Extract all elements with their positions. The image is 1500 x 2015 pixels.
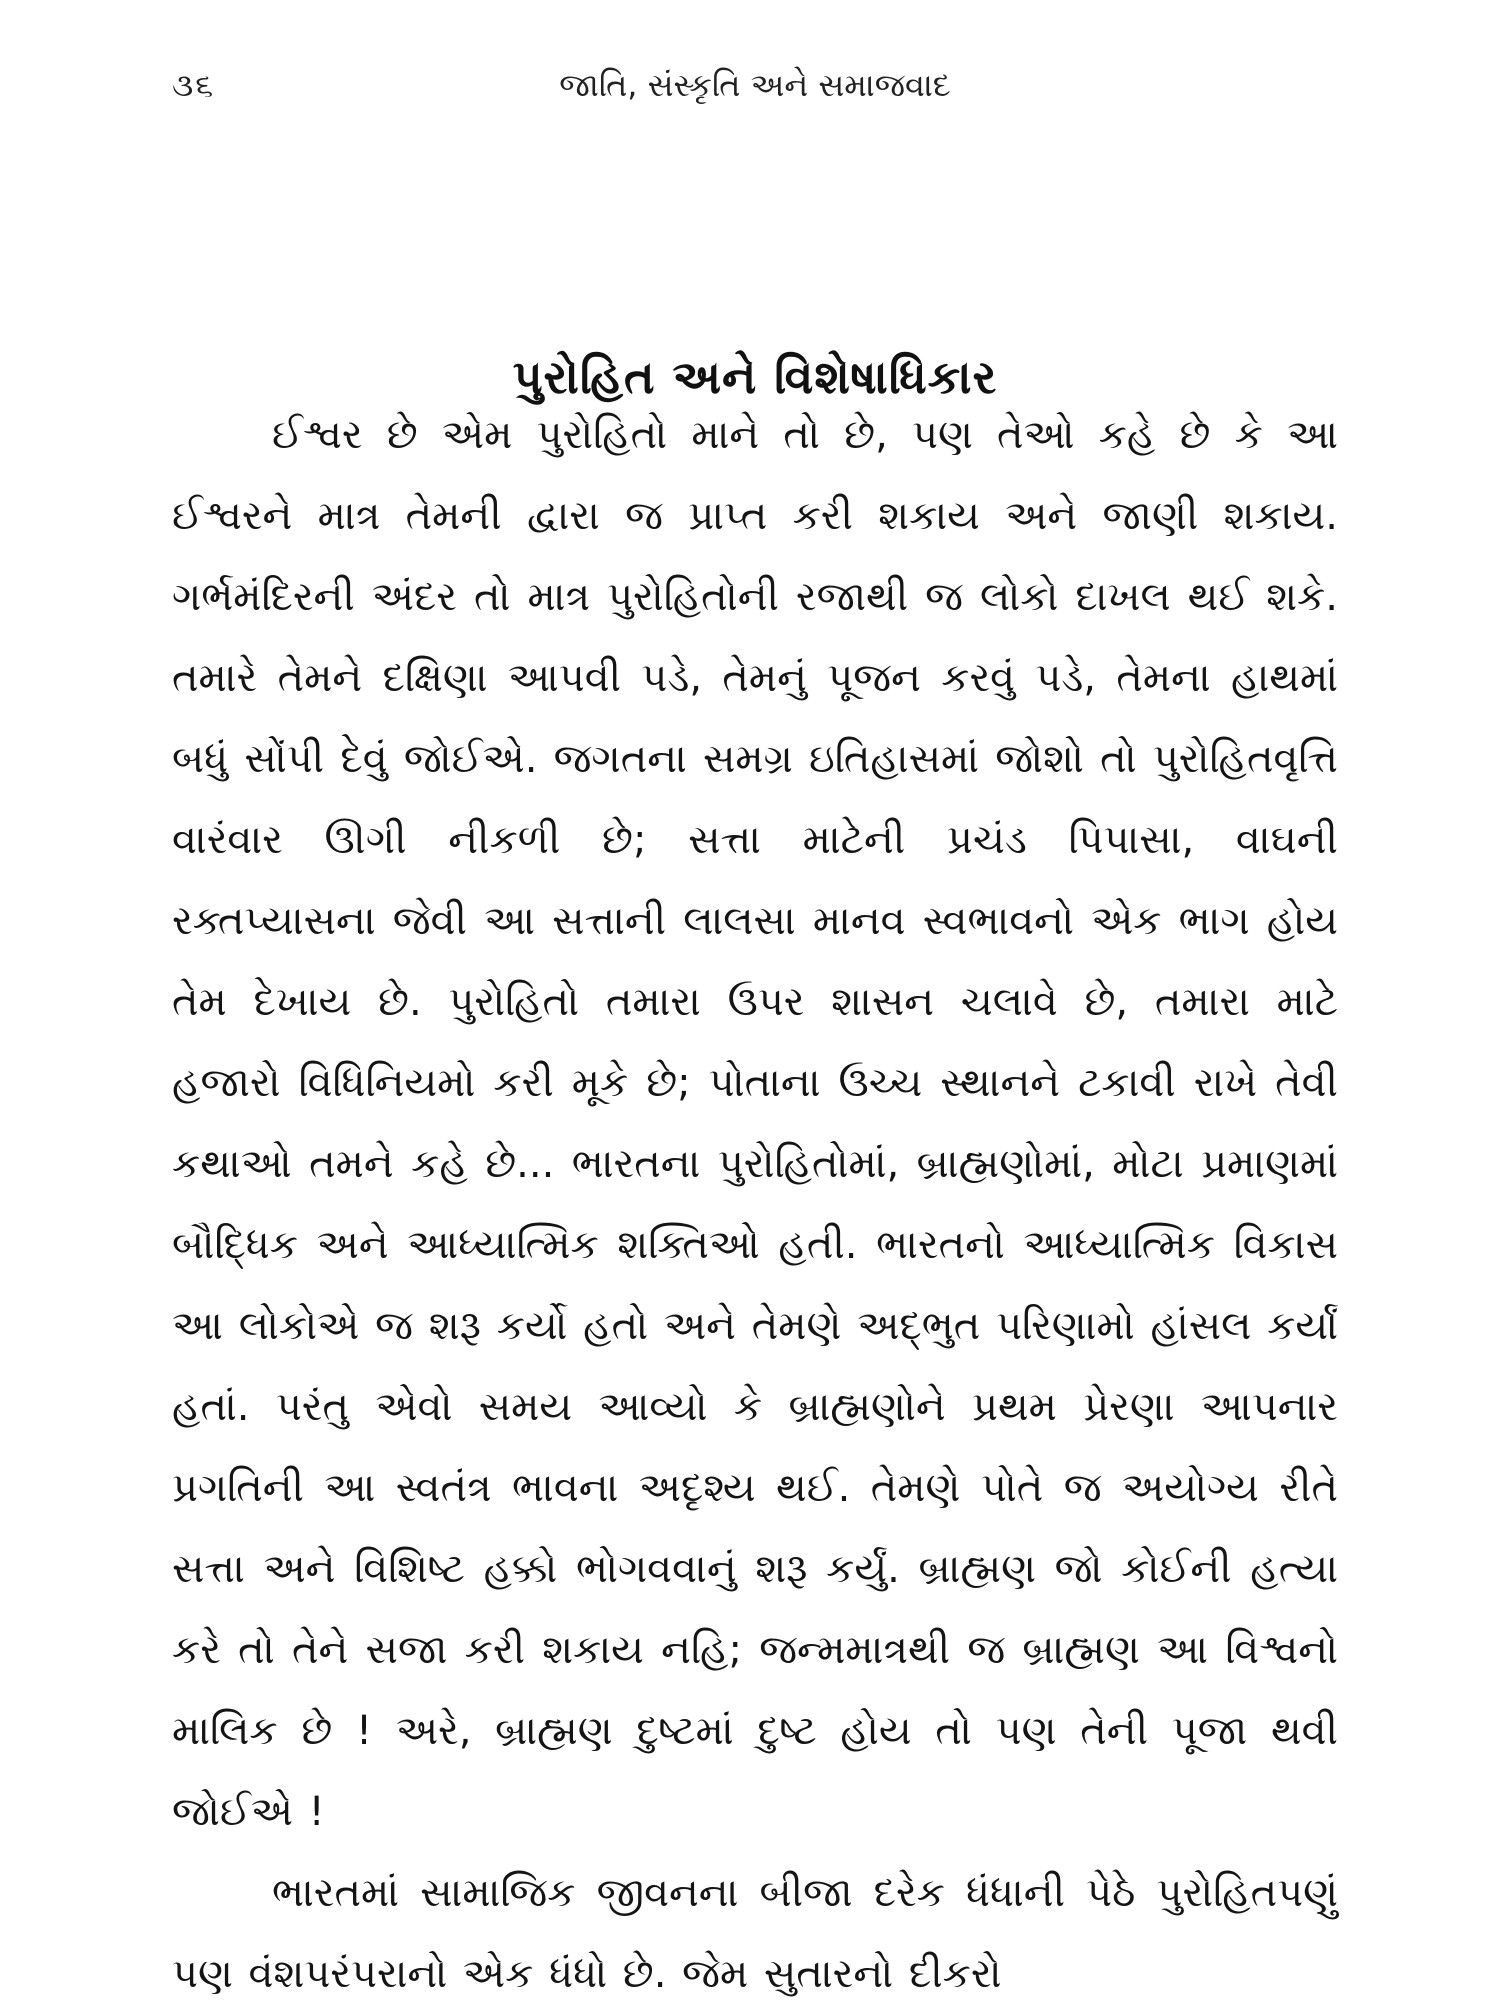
paragraph: ઈશ્વર છે એમ પુરોહિતો માને તો છે, પણ તેઓ કહે છે કે આ ઈશ્વરને માત્ર તેમની દ્વારા જ પ્રાપ્ત કરી શકાય અને જાણી શકાય. ગર્ભમંદિરની અંદર તો માત્ર પુરોહિતોની રજાથી જ લોકો દાખલ થઈ શકે. તમારે તેમને દક્ષિણા આપવી પડે, તેમનું પૂજન કરવું પડે, તેમના હાથમાં બધું સોંપી દેવું જોઈએ. જગતના સમગ્ર ઇતિહાસમાં જોશો તો પુરોહિતવૃત્તિ વારંવાર ઊગી નીકળી છે; સત્તા માટેની પ્રચંડ પિપાસા, વાઘની રક્તપ્યાસના જેવી આ સત્તાની લાલસા માનવ સ્વભાવનો એક ભાગ હોય તેમ દેખાય છે. પુરોહિતો તમારા ઉપર શાસન ચલાવે છે, તમારા માટે હજારો વિધિનિયમો કરી મૂકે છે; પોતાના ઉચ્ચ સ્થાનને ટકાવી રાખે તેવી કથાઓ તમને કહે છે... ભારતના પુરોહિતોમાં, બ્રાહ્મણોમાં, મોટા પ્રમાણમાં બૌદ્ધિક અને આધ્યાત્મિક શક્તિઓ હતી. ભારતનો આધ્યાત્મિક વિકાસ આ લોકોએ જ શરૂ કર્યો હતો અને તેમણે અદ્‌ભુત પરિણામો હાંસલ કર્યાં હતાં. પરંતુ એવો સમય આવ્યો કે બ્રાહ્મણોને પ્રથમ પ્રેરણા આપનાર પ્રગતિની આ સ્વતંત્ર ભાવના અદૃશ્ય થઈ. તેમણે પોતે જ અયોગ્ય રીતે સત્તા અને વિશિષ્ટ હક્કો ભોગવવાનું શરૂ કર્યું. બ્રાહ્મણ જો કોઈની હત્યા કરે તો તેને સજા કરી શકાય નહિ; જન્મમાત્રથી જ બ્રાહ્મણ આ વિશ્વનો માલિક છે ! અરે, બ્રાહ્મણ દુષ્ટમાં દુષ્ટ હોય તો પણ તેની પૂજા થવી જોઈએ !	[172, 412, 1338, 1835]
running-header	[172, 60, 1338, 120]
paragraph: ભારતમાં સામાજિક જીવનના બીજા દરેક ધંધાની પેઠે પુરોહિતપણું પણ વંશપરંપરાનો એક ધંધો છે. જેમ સુતારનો દીકરો	[172, 1870, 1338, 1997]
section-title: પુરોહિત અને વિશેષાધિકાર	[512, 350, 998, 405]
body-text	[172, 395, 1338, 2015]
running-title: જાતિ, સંસ્કૃતિ અને સમાજવાદ	[559, 66, 951, 104]
page-number: ૩૬	[172, 66, 216, 104]
